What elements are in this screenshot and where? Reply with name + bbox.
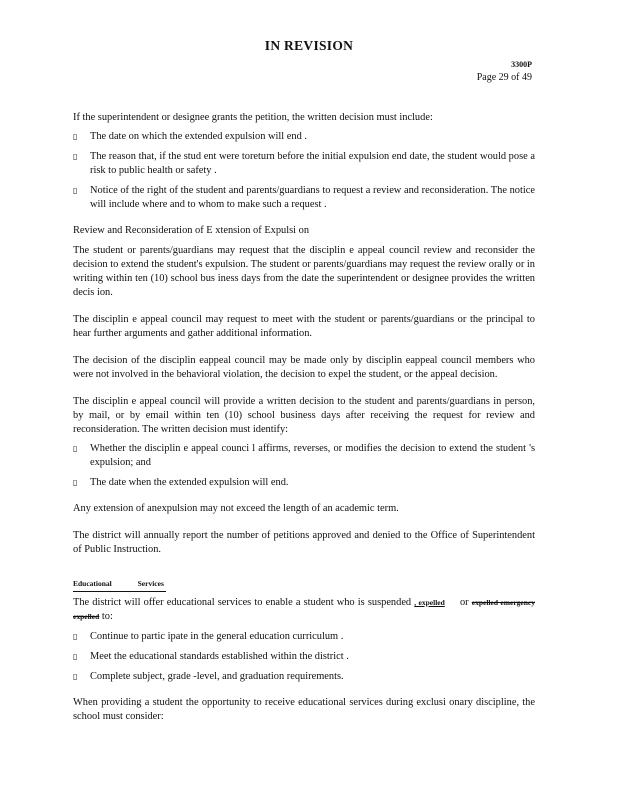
document-body	[73, 111, 535, 737]
bullet-icon: ▯	[73, 152, 78, 161]
deleted-text: expelled emergency expelled	[73, 598, 535, 621]
extension-paragraph: Any extension of anexpulsion may not exceed the length of an academic term.	[73, 503, 399, 514]
closing-paragraph: When providing a student the opportunity to receive educational services during exclusi onary discipline, the school must consider:	[73, 697, 535, 722]
intro-paragraph: If the superintendent or designee grants the petition, the written decision must include:	[73, 112, 433, 123]
list-item: ▯ Continue to partic ipate in the general education curriculum .	[73, 631, 344, 642]
document-number: 3300P	[511, 60, 532, 69]
review-paragraph-3: The decision of the disciplin eappeal council may be made only by disciplin eappeal council members who were not involved in the behavioral violation, the decision to expel the student, or the appeal decision.	[73, 355, 535, 380]
section-heading-services: Educational Services	[73, 577, 166, 592]
review-paragraph-1: The student or parents/guardians may request that the disciplin e appeal council review and reconsider the decision to extend the student's expulsion. The student or parents/guardians may request the review orally or in writing within ten (10) school bus iness days from the date the superintendent or designee provides the written decis ion.	[73, 245, 535, 298]
bullet-icon: ▯	[73, 672, 78, 681]
list-item: ▯ Notice of the right of the student and parents/guardians to request a review and reconsideration. The notice will include where and to whom to make such a request .	[73, 185, 535, 210]
bullet-icon: ▯	[73, 444, 78, 453]
list-item: ▯ Meet the educational standards established within the district .	[73, 651, 349, 662]
page-title: IN REVISION	[264, 38, 354, 53]
services-paragraph: The district will offer educational services to enable a student who is suspended , expelled or expelled emergency expelled to:	[73, 597, 535, 622]
list-item: ▯ The date on which the extended expulsion will end .	[73, 131, 307, 142]
review-paragraph-2: The disciplin e appeal council may request to meet with the student or parents/guardians or the principal to hear further arguments and gather additional information.	[73, 314, 535, 339]
bullet-icon: ▯	[73, 632, 78, 641]
bullet-icon: ▯	[73, 132, 78, 141]
list-item: ▯ Whether the disciplin e appeal counci l affirms, reverses, or modifies the decision to extend the student 's expulsion; and	[73, 443, 535, 468]
report-paragraph: The district will annually report the number of petitions approved and denied to the Office of Superintendent of Public Instruction.	[73, 530, 535, 555]
bullet-icon: ▯	[73, 186, 78, 195]
list-item: ▯ Complete subject, grade -level, and graduation requirements.	[73, 671, 344, 682]
section-heading-review: Review and Reconsideration of E xtension of Expulsi on	[73, 225, 310, 236]
page-number: Page 29 of 49	[476, 72, 532, 83]
inserted-text: , expelled	[414, 598, 445, 607]
bullet-icon: ▯	[73, 478, 78, 487]
list-item: ▯ The reason that, if the stud ent were toreturn before the initial expulsion end date, the student would pose a risk to public health or safety .	[73, 151, 535, 176]
bullet-icon: ▯	[73, 652, 78, 661]
review-paragraph-4: The disciplin e appeal council will provide a written decision to the student and parents/guardians in person, by mail, or by email within ten (10) school business days after receiving the request for review and reconsideration. The written decision must identify:	[73, 396, 535, 435]
list-item: ▯ The date when the extended expulsion will end.	[73, 477, 289, 488]
